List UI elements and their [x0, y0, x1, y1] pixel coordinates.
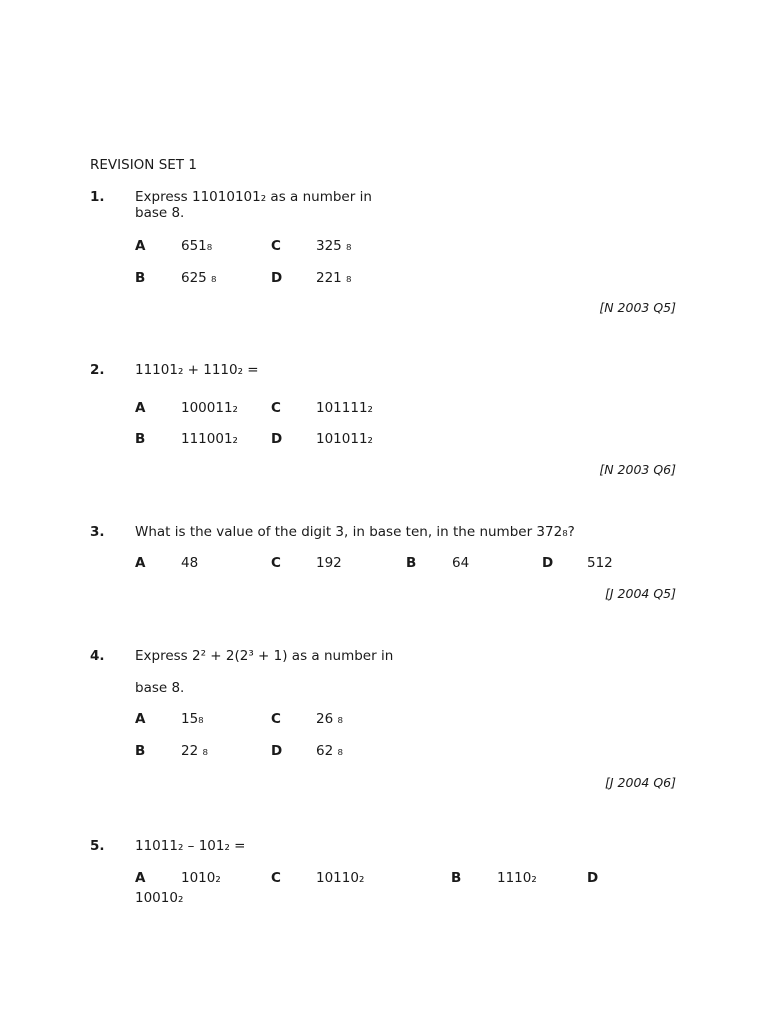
question-number: 3. — [90, 524, 105, 540]
question-text-line-1: Express 2² + 2(2³ + 1) as a number in — [135, 648, 394, 664]
option-letter-c: C — [271, 870, 281, 886]
option-letter-c: C — [271, 238, 281, 254]
question-text: Express 11010101₂ as a number in base 8. — [135, 189, 372, 221]
option-b-value: 111001₂ — [181, 431, 238, 447]
option-letter-b: B — [406, 555, 417, 571]
option-c-value: 26 ₈ — [316, 711, 343, 727]
option-letter-d: D — [542, 555, 554, 571]
source-reference: [J 2004 Q5] — [605, 586, 676, 601]
question-text: 11101₂ + 1110₂ = — [135, 362, 259, 378]
option-letter-d: D — [271, 743, 283, 759]
option-letter-b: B — [135, 270, 146, 286]
option-letter-c: C — [271, 400, 281, 416]
option-d-value: 62 ₈ — [316, 743, 343, 759]
option-a-value: 1010₂ — [181, 870, 221, 886]
option-letter-b: B — [451, 870, 462, 886]
option-a-value: 100011₂ — [181, 400, 238, 416]
source-reference: [J 2004 Q6] — [605, 775, 676, 790]
option-b-value: 22 ₈ — [181, 743, 208, 759]
question-text: What is the value of the digit 3, in base ten, in the number 372₈? — [135, 524, 575, 540]
question-number: 5. — [90, 838, 105, 854]
option-b-value: 1110₂ — [497, 870, 537, 886]
option-a-value: 48 — [181, 555, 199, 571]
option-a-value: 15₈ — [181, 711, 204, 727]
option-b-value: 625 ₈ — [181, 270, 217, 286]
option-letter-d: D — [587, 870, 599, 886]
question-number: 4. — [90, 648, 105, 664]
option-letter-c: C — [271, 711, 281, 727]
option-letter-b: B — [135, 431, 146, 447]
question-text-line-2: base 8. — [135, 680, 185, 696]
option-letter-a: A — [135, 400, 146, 416]
option-letter-a: A — [135, 711, 146, 727]
option-b-value: 64 — [452, 555, 470, 571]
option-letter-c: C — [271, 555, 281, 571]
question-number: 2. — [90, 362, 105, 378]
option-c-value: 325 ₈ — [316, 238, 352, 254]
option-letter-a: A — [135, 870, 146, 886]
option-letter-d: D — [271, 431, 283, 447]
option-letter-b: B — [135, 743, 146, 759]
option-letter-d: D — [271, 270, 283, 286]
option-c-value: 10110₂ — [316, 870, 365, 886]
question-text: 11011₂ – 101₂ = — [135, 838, 246, 854]
source-reference: [N 2003 Q6] — [599, 462, 676, 477]
option-d-value: 101011₂ — [316, 431, 373, 447]
option-letter-a: A — [135, 238, 146, 254]
option-d-value: 512 — [587, 555, 613, 571]
option-d-value: 221 ₈ — [316, 270, 352, 286]
option-d-value: 10010₂ — [135, 890, 184, 906]
page-title: REVISION SET 1 — [90, 157, 197, 173]
option-letter-a: A — [135, 555, 146, 571]
option-c-value: 192 — [316, 555, 342, 571]
question-number: 1. — [90, 189, 105, 205]
option-a-value: 651₈ — [181, 238, 213, 254]
source-reference: [N 2003 Q5] — [599, 300, 676, 315]
option-c-value: 101111₂ — [316, 400, 373, 416]
